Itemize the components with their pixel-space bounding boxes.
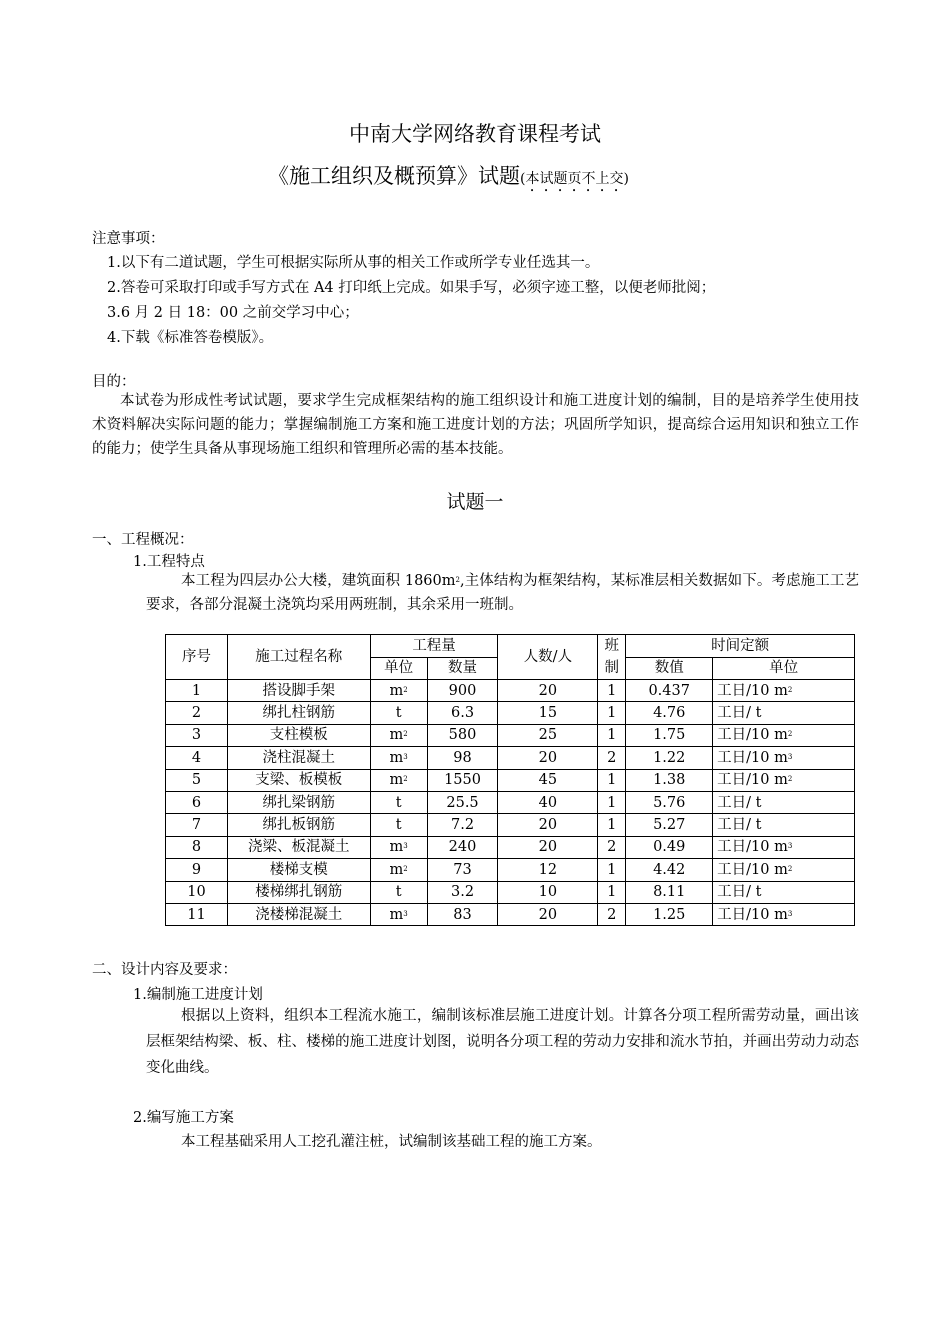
row-quota-unit: 工日/10 $m^2$	[713, 724, 855, 746]
row-quota-unit: 工日/ t	[713, 702, 855, 724]
row-seq: 3	[166, 724, 228, 746]
row-people: 12	[498, 859, 598, 881]
row-shift: 1	[598, 702, 626, 724]
row-shift: 1	[598, 859, 626, 881]
row-quota-unit: 工日/10 $m^2$	[713, 769, 855, 791]
row-seq: 11	[166, 903, 228, 925]
row-name: 支梁、板模板	[227, 769, 370, 791]
row-quota-unit: 工日/10 $m^3$	[713, 747, 855, 769]
header-quota: 时间定额	[626, 635, 855, 658]
row-people: 20	[498, 747, 598, 769]
subtitle-note: (本试题页不上交)	[520, 171, 629, 187]
table-row	[166, 814, 855, 836]
row-name: 绑扎板钢筋	[227, 814, 370, 836]
row-amount: 240	[427, 836, 498, 858]
row-quota-unit: 工日/10 $m^3$	[713, 836, 855, 858]
row-quota-value: 1.38	[626, 769, 713, 791]
row-quota-unit: 工日/10 $m^2$	[713, 680, 855, 702]
row-shift: 2	[598, 836, 626, 858]
row-unit: $m^2$	[370, 859, 427, 881]
row-quota-value: 5.76	[626, 791, 713, 813]
purpose-text: 本试卷为形成性考试试题，要求学生完成框架结构的施工组织设计和施工进度计划的编制，目的是培养学生使用技术资料解决实际问题的能力；掌握编制施工方案和施工进度计划的方法；巩固所学知识，提高综合运用知识和独立工作的能力；使学生具备从事现场施工组织和管理所必需的基本技能。	[92, 393, 859, 457]
plan-requirement-text: 本工程基础采用人工挖孔灌注桩，试编制该基础工程的施工方案。	[181, 1134, 602, 1150]
row-unit: $m^2$	[370, 724, 427, 746]
table-row	[166, 881, 855, 903]
row-unit: t	[370, 881, 427, 903]
row-name: 绑扎梁钢筋	[227, 791, 370, 813]
row-seq: 2	[166, 702, 228, 724]
table-row	[166, 836, 855, 858]
table-row	[166, 680, 855, 702]
row-amount: 1550	[427, 769, 498, 791]
row-unit: $m^3$	[370, 747, 427, 769]
row-amount: 7.2	[427, 814, 498, 836]
row-shift: 2	[598, 747, 626, 769]
row-quota-value: 5.27	[626, 814, 713, 836]
row-people: 10	[498, 881, 598, 903]
row-amount: 3.2	[427, 881, 498, 903]
row-amount: 900	[427, 680, 498, 702]
row-shift: 1	[598, 769, 626, 791]
table-row	[166, 791, 855, 813]
row-seq: 10	[166, 881, 228, 903]
row-quota-unit: 工日/10 $m^2$	[713, 859, 855, 881]
row-shift: 1	[598, 724, 626, 746]
row-seq: 7	[166, 814, 228, 836]
row-amount: 83	[427, 903, 498, 925]
row-unit: $m^3$	[370, 903, 427, 925]
subsection-heading-plan: 2.编写施工方案	[133, 1110, 234, 1126]
subtitle-text: 《施工组织及概预算》试题	[268, 164, 520, 188]
notice-item: 2.答卷可采取打印或手写方式在 A4 打印纸上完成。如果手写，必须字迹工整，以便老师批阅；	[107, 280, 716, 296]
row-people: 20	[498, 836, 598, 858]
work-quantity-table	[165, 634, 855, 926]
row-seq: 6	[166, 791, 228, 813]
header-shift: 班制	[598, 635, 626, 680]
row-quota-value: 0.437	[626, 680, 713, 702]
row-shift: 1	[598, 881, 626, 903]
row-shift: 1	[598, 814, 626, 836]
row-quota-value: 4.42	[626, 859, 713, 881]
header-name: 施工过程名称	[227, 635, 370, 680]
row-name: 浇柱混凝土	[227, 747, 370, 769]
subsection-heading-schedule: 1.编制施工进度计划	[133, 987, 263, 1003]
row-people: 45	[498, 769, 598, 791]
purpose-heading: 目的：	[92, 374, 136, 390]
header-quota-value: 数值	[626, 657, 713, 680]
row-shift: 1	[598, 791, 626, 813]
row-people: 25	[498, 724, 598, 746]
header-qty-unit: 单位	[370, 657, 427, 680]
table-row	[166, 903, 855, 925]
exam-title: 中南大学网络教育课程考试	[349, 122, 601, 146]
table-row	[166, 769, 855, 791]
header-qty: 工程量	[370, 635, 498, 658]
row-quota-value: 1.25	[626, 903, 713, 925]
row-unit: $m^2$	[370, 680, 427, 702]
row-unit: t	[370, 791, 427, 813]
row-quota-value: 1.22	[626, 747, 713, 769]
row-seq: 9	[166, 859, 228, 881]
exam-subtitle	[268, 160, 629, 195]
row-name: 楼梯绑扎钢筋	[227, 881, 370, 903]
row-name: 浇楼梯混凝土	[227, 903, 370, 925]
row-people: 20	[498, 680, 598, 702]
row-quota-unit: 工日/ t	[713, 791, 855, 813]
table-row	[166, 724, 855, 746]
schedule-requirement-text: 根据以上资料，组织本工程流水施工，编制该标准层施工进度计划。计算各分项工程所需劳动量，画出该层框架结构梁、板、柱、楼梯的施工进度计划图，说明各分项工程的劳动力安排和流水节拍，并画出劳动力动态变化曲线。	[146, 1008, 859, 1076]
row-quota-unit: 工日/ t	[713, 814, 855, 836]
section-heading-overview: 一、工程概况：	[92, 532, 194, 548]
row-amount: 25.5	[427, 791, 498, 813]
header-qty-amount: 数量	[427, 657, 498, 680]
row-name: 支柱模板	[227, 724, 370, 746]
notice-item: 1.以下有二道试题，学生可根据实际所从事的相关工作或所学专业任选其一。	[107, 255, 600, 271]
row-quota-value: 0.49	[626, 836, 713, 858]
row-seq: 5	[166, 769, 228, 791]
header-quota-unit: 单位	[713, 657, 855, 680]
subsection-heading-features: 1.工程特点	[133, 554, 205, 570]
question-title: 试题一	[446, 491, 504, 513]
row-amount: 98	[427, 747, 498, 769]
row-people: 15	[498, 702, 598, 724]
row-name: 楼梯支模	[227, 859, 370, 881]
row-unit: $m^3$	[370, 836, 427, 858]
header-seq: 序号	[166, 635, 228, 680]
table-row	[166, 859, 855, 881]
row-shift: 1	[598, 680, 626, 702]
row-unit: t	[370, 814, 427, 836]
row-name: 浇梁、板混凝土	[227, 836, 370, 858]
row-amount: 6.3	[427, 702, 498, 724]
row-name: 搭设脚手架	[227, 680, 370, 702]
table-row	[166, 747, 855, 769]
row-people: 40	[498, 791, 598, 813]
row-quota-value: 8.11	[626, 881, 713, 903]
row-unit: t	[370, 702, 427, 724]
row-seq: 8	[166, 836, 228, 858]
row-shift: 2	[598, 903, 626, 925]
notice-heading: 注意事项：	[92, 231, 165, 247]
row-quota-value: 1.75	[626, 724, 713, 746]
project-features-text: 本工程为四层办公大楼，建筑面积 $1860m^2$,主体结构为框架结构，某标准层相关数据如下。考虑施工工艺要求，各部分混凝土浇筑均采用两班制，其余采用一班制。	[146, 573, 859, 613]
row-quota-value: 4.76	[626, 702, 713, 724]
notice-item: 3.6 月 2 日 18：00 之前交学习中心；	[107, 305, 359, 321]
row-quota-unit: 工日/ t	[713, 881, 855, 903]
row-people: 20	[498, 903, 598, 925]
notice-item: 4.下载《标准答卷模版》。	[107, 330, 274, 346]
row-amount: 580	[427, 724, 498, 746]
section-heading-requirements: 二、设计内容及要求：	[92, 962, 237, 978]
row-unit: $m^2$	[370, 769, 427, 791]
row-name: 绑扎柱钢筋	[227, 702, 370, 724]
table-row	[166, 702, 855, 724]
header-people: 人数/人	[498, 635, 598, 680]
row-people: 20	[498, 814, 598, 836]
row-quota-unit: 工日/10 $m^3$	[713, 903, 855, 925]
row-seq: 4	[166, 747, 228, 769]
row-seq: 1	[166, 680, 228, 702]
row-amount: 73	[427, 859, 498, 881]
